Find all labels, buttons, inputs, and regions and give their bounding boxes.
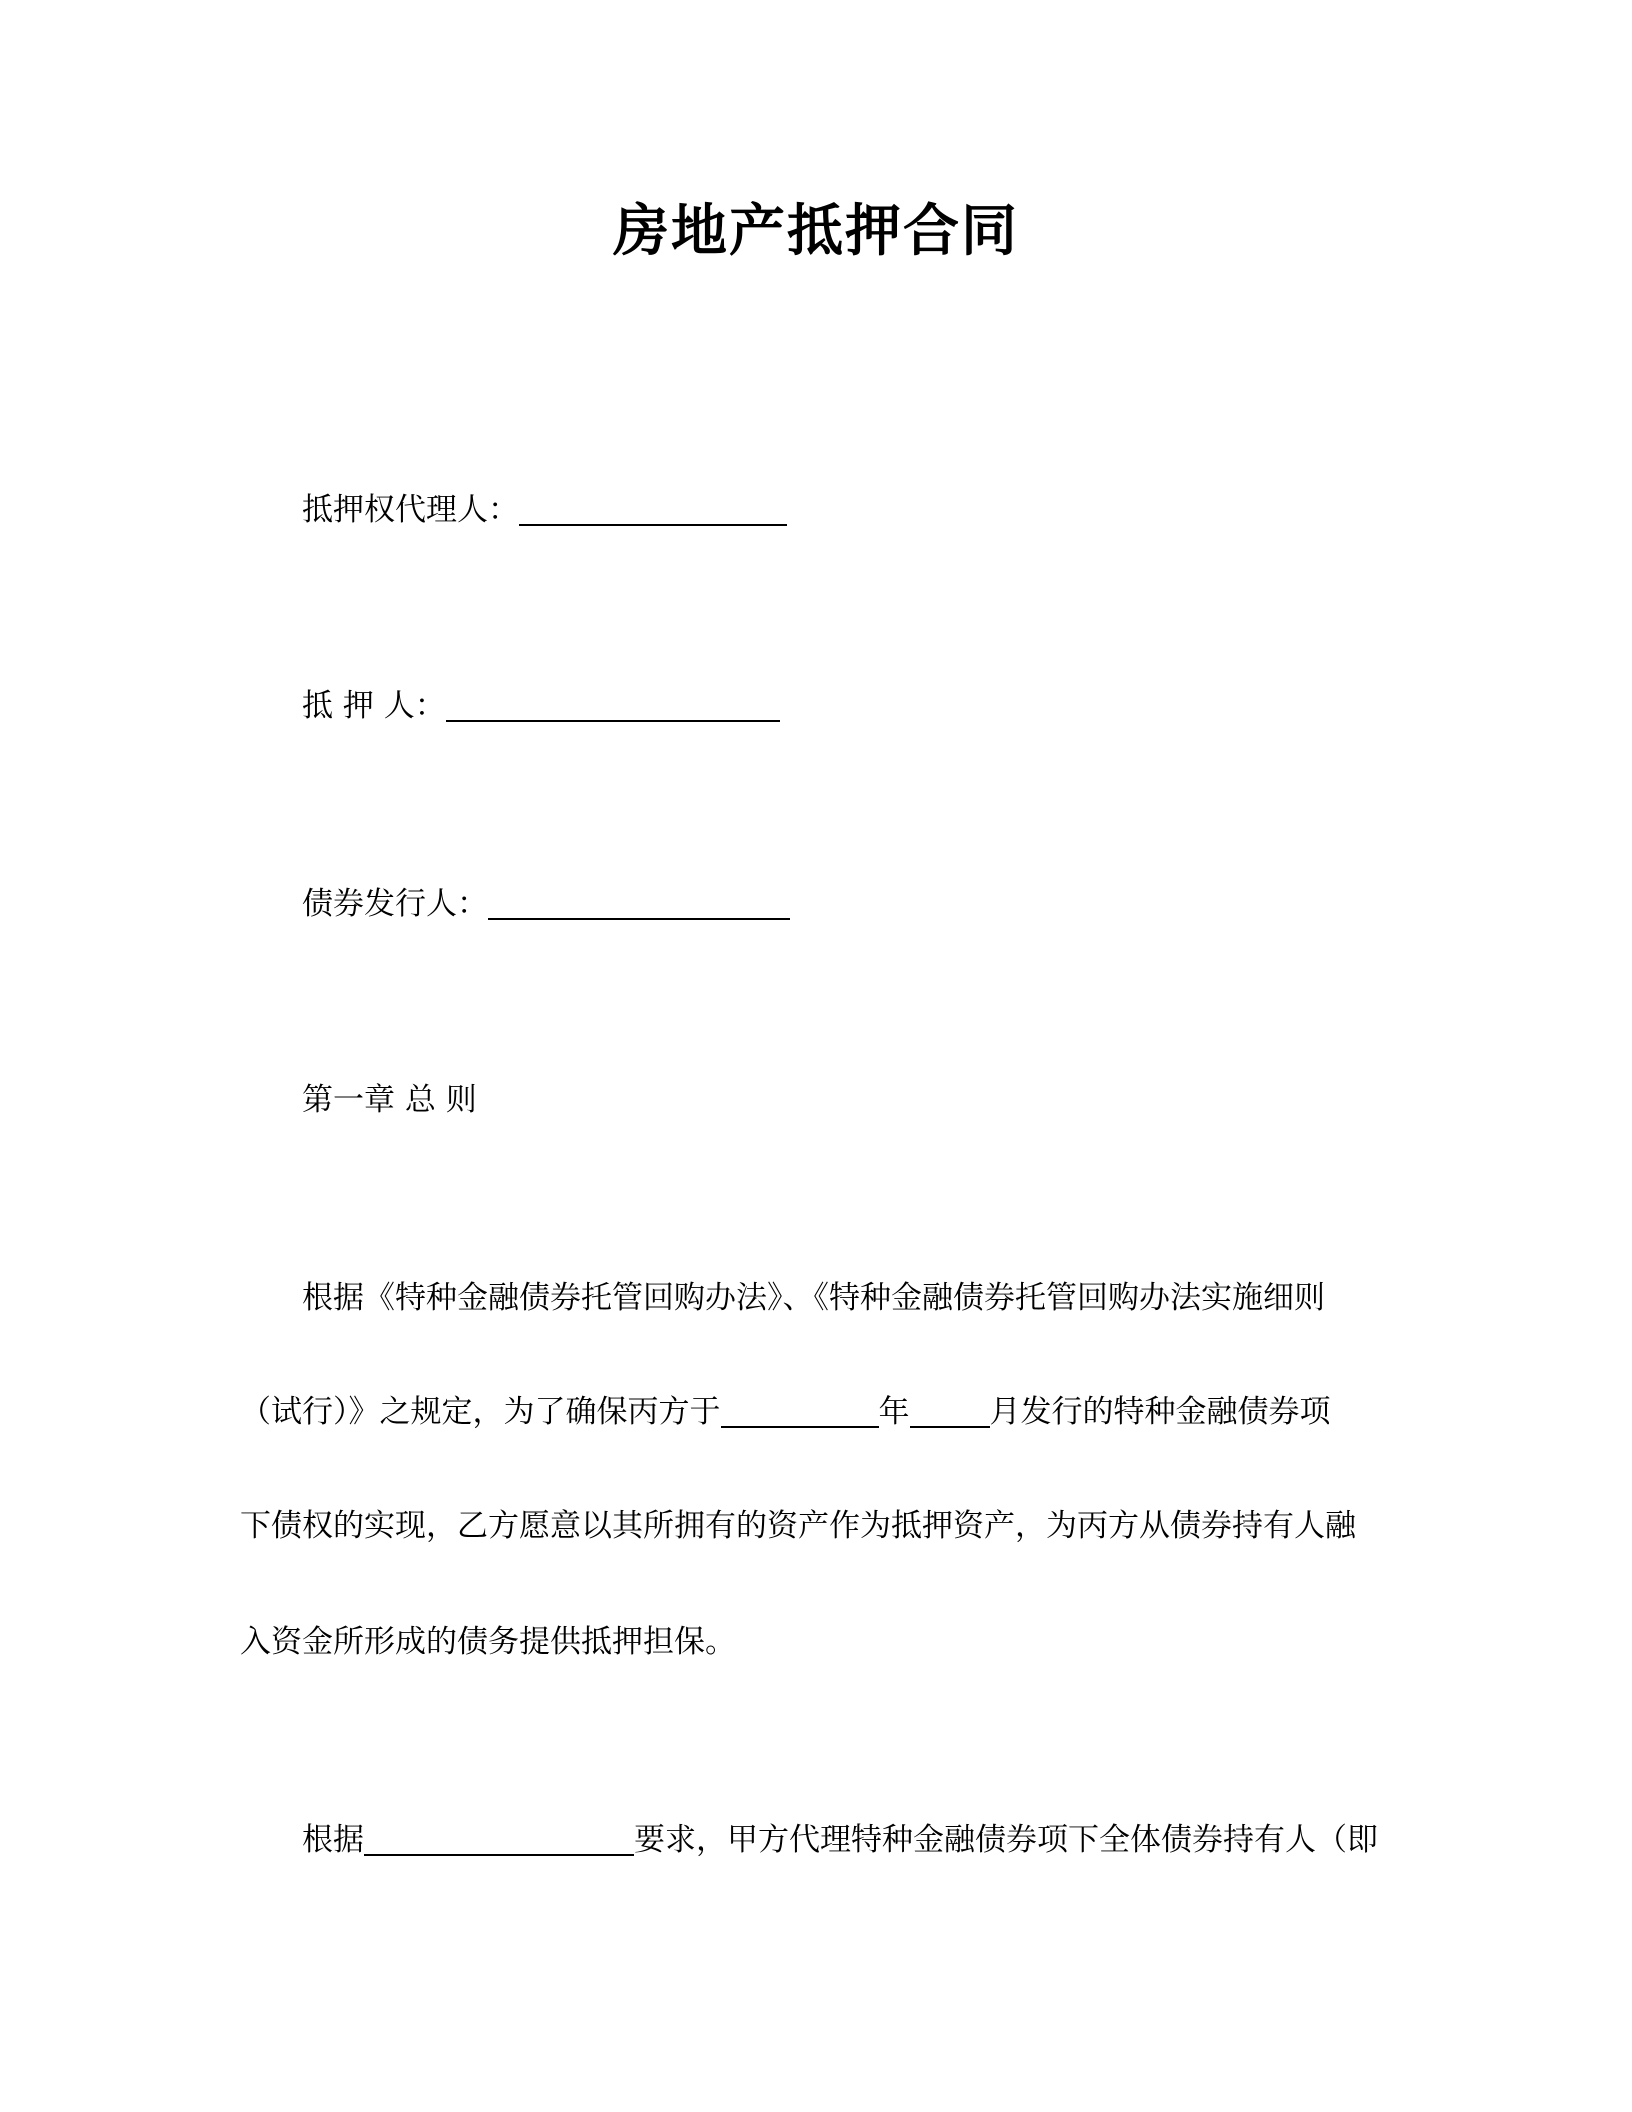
mortgagor-field: [302, 684, 780, 728]
month-blank: [910, 1396, 990, 1428]
para1-line4: 入资金所形成的债务提供抵押担保。: [240, 1624, 736, 1660]
agent-blank: [519, 494, 787, 526]
para1-line2-part3: 月发行的特种金融债券项: [989, 1394, 1331, 1430]
issuer-field: [302, 882, 790, 926]
para1-line2: [240, 1390, 1331, 1434]
para2-line1-part2: 要求，甲方代理特种金融债券项下全体债券持有人（即: [634, 1822, 1378, 1858]
mortgagor-label: 抵 押 人：: [302, 688, 446, 724]
issuer-blank: [488, 888, 790, 920]
para1-line2-part2: 年: [878, 1394, 910, 1430]
requirement-blank: [364, 1824, 634, 1856]
year-blank: [721, 1396, 879, 1428]
para2-line1: [302, 1818, 1378, 1862]
issuer-label: 债券发行人：: [302, 886, 488, 922]
document-title: 房地产抵押合同: [613, 199, 1019, 264]
para2-line1-part1: 根据: [302, 1822, 364, 1858]
para1-line2-part1: （试行）》之规定，为了确保丙方于: [240, 1394, 721, 1430]
mortgagor-blank: [446, 690, 780, 722]
agent-label: 抵押权代理人：: [302, 492, 519, 528]
para1-line3: 下债权的实现，乙方愿意以其所拥有的资产作为抵押资产，为丙方从债券持有人融: [240, 1508, 1356, 1544]
para1-line1: 根据《特种金融债券托管回购办法》、《特种金融债券托管回购办法实施细则: [302, 1280, 1325, 1316]
chapter-heading: 第一章 总 则: [302, 1082, 477, 1118]
agent-field: [302, 488, 787, 532]
